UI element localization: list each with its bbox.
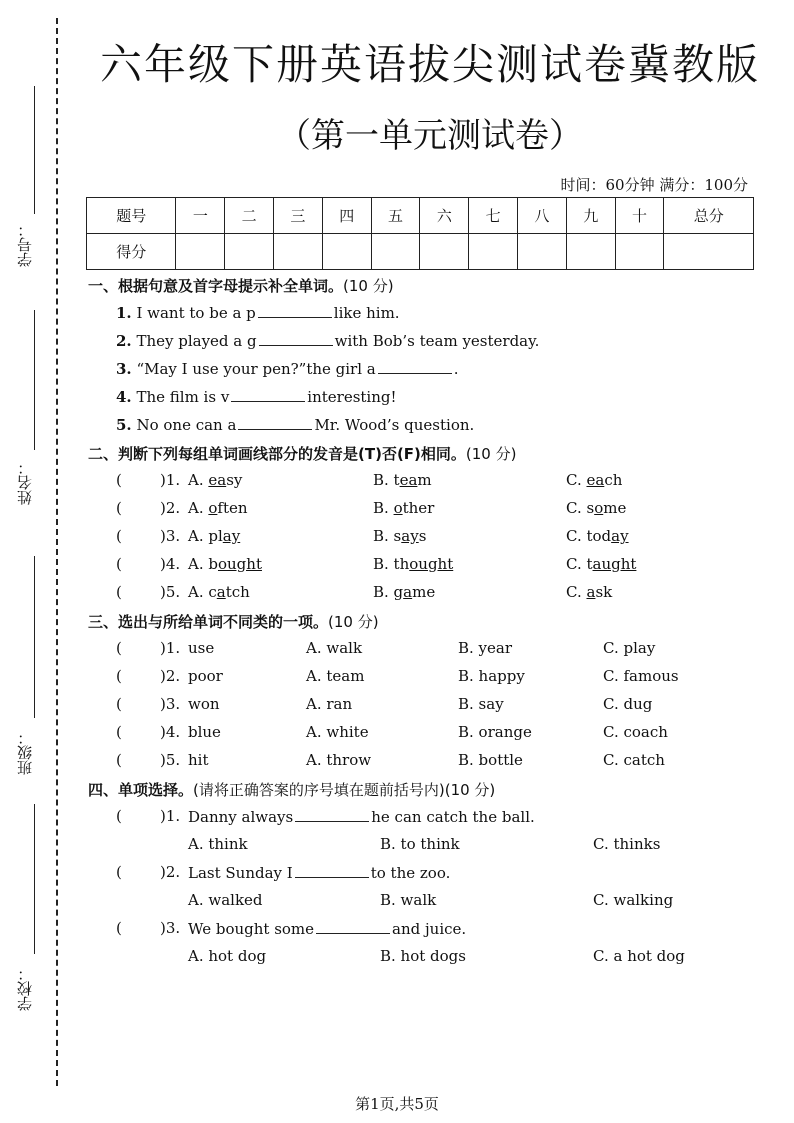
s1-question: [116, 359, 459, 378]
score-cell[interactable]: [225, 234, 274, 270]
s2-q-num: )1.: [160, 471, 181, 489]
s1-q-text: Mr. Wood’s question.: [314, 416, 475, 434]
score-cell[interactable]: [420, 234, 469, 270]
s4-option-c: C. walking: [593, 891, 674, 909]
s1-q-text: interesting!: [307, 388, 397, 406]
class-label: 班级：: [16, 730, 34, 775]
s1-q-text: They played a g: [136, 332, 257, 350]
s3-option-a: A. white: [306, 723, 369, 741]
s4-q-num: )3.: [160, 919, 181, 937]
score-cell[interactable]: [322, 234, 371, 270]
s1-q-text: “May I use your pen?”the girl a: [136, 360, 376, 378]
section1-title: [88, 275, 394, 296]
s3-option-b: B. bottle: [458, 751, 523, 769]
page-subtitle: （第一单元测试卷）: [277, 116, 583, 156]
underlined-part: ay: [401, 527, 419, 545]
score-header-cell: 四: [322, 198, 371, 234]
score-header-cell: 九: [566, 198, 615, 234]
name-label: 姓名：: [16, 460, 34, 505]
s4-q-stem: [188, 919, 466, 938]
s4-option-b: B. hot dogs: [380, 947, 466, 965]
s4-q-stem: [188, 863, 450, 882]
s2-option-c: [566, 555, 636, 573]
option-text: sy: [226, 471, 243, 489]
answer-blank[interactable]: [259, 331, 333, 346]
binding-dashed-line: [56, 18, 58, 1086]
s4-q-text: to the zoo.: [370, 864, 451, 882]
s2-q-num: )4.: [160, 555, 181, 573]
score-header-cell: 一: [176, 198, 225, 234]
answer-paren[interactable]: (: [116, 695, 122, 713]
s3-word: poor: [188, 667, 223, 685]
s4-option-c: C. thinks: [593, 835, 661, 853]
s3-option-c: C. dug: [603, 695, 653, 713]
s1-q-num: 4.: [116, 388, 132, 406]
s3-q-num: )5.: [160, 751, 181, 769]
score-table-score-row: [87, 234, 754, 270]
answer-blank[interactable]: [316, 919, 390, 934]
s2-option-b: [373, 583, 435, 601]
underlined-part: ought: [409, 555, 454, 573]
underlined-part: o: [393, 499, 403, 517]
s1-q-num: 2.: [116, 332, 132, 350]
s4-q-text: Danny always: [188, 808, 294, 826]
option-text: A.: [188, 499, 209, 517]
section2-title: [88, 443, 516, 464]
s4-option-c: C. a hot dog: [593, 947, 685, 965]
page-title: 六年级下册英语拔尖测试卷冀教版: [99, 40, 760, 89]
option-text: m: [417, 471, 432, 489]
s3-option-b: B. year: [458, 639, 513, 657]
score-cell[interactable]: [566, 234, 615, 270]
s1-q-text: .: [453, 360, 459, 378]
answer-paren[interactable]: (: [116, 639, 122, 657]
s3-q-num: )4.: [160, 723, 181, 741]
underlined-part: ea: [399, 471, 418, 489]
s2-q-num: )5.: [160, 583, 181, 601]
answer-paren[interactable]: (: [116, 555, 122, 573]
answer-paren[interactable]: (: [116, 919, 122, 937]
underlined-part: o: [594, 499, 604, 517]
s4-option-a: A. think: [188, 835, 248, 853]
s3-option-b: B. say: [458, 695, 504, 713]
score-header-cell: 三: [274, 198, 323, 234]
s2-option-b: [373, 527, 426, 545]
s2-option-a: [188, 555, 262, 573]
answer-blank[interactable]: [258, 303, 332, 318]
class-rule: [34, 556, 35, 718]
s2-option-c: [566, 527, 629, 545]
underlined-part: ea: [208, 471, 227, 489]
s2-option-a: [188, 527, 240, 545]
s3-option-c: C. catch: [603, 751, 665, 769]
s4-q-text: and juice.: [392, 920, 467, 938]
s2-option-c: [566, 499, 626, 517]
score-header-cell: 题号: [87, 198, 176, 234]
s3-q-num: )3.: [160, 695, 181, 713]
s4-q-text: he can catch the ball.: [371, 808, 535, 826]
s3-option-a: A. team: [306, 667, 365, 685]
underlined-part: a: [586, 583, 596, 601]
s1-q-text: I want to be a p: [136, 304, 256, 322]
section1-heading: 一、根据句意及首字母提示补全单词。: [88, 277, 344, 295]
answer-blank[interactable]: [378, 359, 452, 374]
s4-option-b: B. to think: [380, 835, 460, 853]
answer-paren[interactable]: (: [116, 471, 122, 489]
option-text: B. s: [373, 527, 402, 545]
s3-word: use: [188, 639, 215, 657]
name-rule: [34, 310, 35, 450]
option-text: tch: [225, 583, 250, 601]
section1-points: (10 分): [343, 277, 394, 295]
option-text: A. c: [188, 583, 217, 601]
option-text: B. g: [373, 583, 404, 601]
s4-option-b: B. walk: [380, 891, 437, 909]
answer-blank[interactable]: [238, 415, 312, 430]
underlined-part: ay: [222, 527, 241, 545]
s3-option-b: B. happy: [458, 667, 525, 685]
score-header-cell: 七: [469, 198, 518, 234]
answer-paren[interactable]: (: [116, 863, 122, 881]
answer-paren[interactable]: (: [116, 751, 122, 769]
s3-option-c: C. famous: [603, 667, 679, 685]
s2-option-a: [188, 583, 250, 601]
score-cell[interactable]: [518, 234, 567, 270]
answer-blank[interactable]: [295, 863, 369, 878]
option-text: me: [412, 583, 436, 601]
score-row-label: 得分: [87, 234, 176, 270]
answer-paren[interactable]: (: [116, 499, 122, 517]
s2-option-a: [188, 471, 242, 489]
page-footer: 第1页,共5页: [355, 1095, 439, 1113]
s4-q-text: Last Sunday I: [188, 864, 293, 882]
answer-blank[interactable]: [231, 387, 305, 402]
section3-title: [88, 611, 379, 632]
score-table: [86, 197, 754, 270]
underlined-part: o: [208, 499, 218, 517]
score-cell[interactable]: [664, 234, 754, 270]
score-cell[interactable]: [615, 234, 664, 270]
s1-q-text: like him.: [333, 304, 400, 322]
exam-meta: 时间：60分钟 满分：100分: [560, 176, 748, 194]
s1-question: [116, 387, 397, 406]
s3-option-a: A. ran: [306, 695, 353, 713]
option-text: B. th: [373, 555, 410, 573]
answer-paren[interactable]: (: [116, 667, 122, 685]
score-header-cell: 六: [420, 198, 469, 234]
option-text: A.: [188, 471, 209, 489]
section4-heading: 四、单项选择。: [88, 781, 194, 799]
student-no-rule: [34, 86, 35, 214]
section2-heading: 二、判断下列每组单词画线部分的发音是(T)否(F)相同。: [88, 445, 466, 463]
underlined-part: ought: [217, 555, 262, 573]
option-text: C. t: [566, 555, 593, 573]
score-header-cell: 八: [518, 198, 567, 234]
section4-title: [88, 779, 495, 800]
underlined-part: ay: [611, 527, 629, 545]
score-header-cell: 总分: [664, 198, 754, 234]
score-header-cell: 二: [225, 198, 274, 234]
s3-option-a: A. walk: [306, 639, 363, 657]
option-text: C.: [566, 583, 587, 601]
option-text: sk: [595, 583, 613, 601]
option-text: ther: [402, 499, 435, 517]
s3-word: blue: [188, 723, 221, 741]
option-text: C. tod: [566, 527, 612, 545]
score-table-header-row: [87, 198, 754, 234]
s1-q-num: 5.: [116, 416, 132, 434]
s1-q-text: with Bob’s team yesterday.: [334, 332, 540, 350]
option-text: ften: [217, 499, 248, 517]
answer-paren[interactable]: (: [116, 723, 122, 741]
s3-option-c: C. coach: [603, 723, 668, 741]
answer-paren[interactable]: (: [116, 807, 122, 825]
answer-blank[interactable]: [295, 807, 369, 822]
option-text: A. pl: [188, 527, 223, 545]
s4-q-num: )1.: [160, 807, 181, 825]
option-text: A. b: [188, 555, 218, 573]
school-rule: [34, 804, 35, 954]
answer-paren[interactable]: (: [116, 527, 122, 545]
s4-q-text: We bought some: [188, 920, 315, 938]
section3-points: (10 分): [328, 613, 379, 631]
option-text: C. s: [566, 499, 595, 517]
section4-note: (请将正确答案的序号填在题前括号内)(10 分): [193, 781, 496, 799]
option-text: ch: [604, 471, 623, 489]
underlined-part: ea: [586, 471, 605, 489]
s3-option-b: B. orange: [458, 723, 532, 741]
underlined-part: aught: [592, 555, 637, 573]
score-cell[interactable]: [469, 234, 518, 270]
option-text: B. t: [373, 471, 400, 489]
s1-q-num: 3.: [116, 360, 132, 378]
option-text: B.: [373, 499, 394, 517]
school-label: 学校：: [16, 966, 34, 1011]
student-no-label: 学号：: [16, 222, 34, 267]
section3-heading: 三、选出与所给单词不同类的一项。: [88, 613, 329, 631]
score-cell[interactable]: [176, 234, 225, 270]
s1-q-text: The film is v: [136, 388, 230, 406]
score-cell[interactable]: [274, 234, 323, 270]
s3-option-a: A. throw: [306, 751, 372, 769]
s3-word: hit: [188, 751, 209, 769]
underlined-part: a: [216, 583, 226, 601]
s3-q-num: )1.: [160, 639, 181, 657]
s2-option-b: [373, 555, 453, 573]
score-header-cell: 十: [615, 198, 664, 234]
s2-option-c: [566, 471, 622, 489]
s2-option-b: [373, 471, 432, 489]
s4-q-num: )2.: [160, 863, 181, 881]
score-cell[interactable]: [371, 234, 420, 270]
s4-option-a: A. hot dog: [188, 947, 267, 965]
s1-q-text: No one can a: [136, 416, 237, 434]
s1-question: [116, 303, 400, 322]
s2-option-b: [373, 499, 434, 517]
s1-q-num: 1.: [116, 304, 132, 322]
s2-q-num: )3.: [160, 527, 181, 545]
s2-option-c: [566, 583, 612, 601]
s1-question: [116, 331, 539, 350]
s4-option-a: A. walked: [188, 891, 263, 909]
s4-q-stem: [188, 807, 535, 826]
s2-q-num: )2.: [160, 499, 181, 517]
score-header-cell: 五: [371, 198, 420, 234]
option-text: me: [603, 499, 627, 517]
section2-points: (10 分): [465, 445, 517, 463]
s3-q-num: )2.: [160, 667, 181, 685]
underlined-part: a: [403, 583, 413, 601]
answer-paren[interactable]: (: [116, 583, 122, 601]
s2-option-a: [188, 499, 248, 517]
s1-question: [116, 415, 474, 434]
option-text: s: [418, 527, 427, 545]
s3-word: won: [188, 695, 220, 713]
s3-option-c: C. play: [603, 639, 656, 657]
option-text: C.: [566, 471, 587, 489]
